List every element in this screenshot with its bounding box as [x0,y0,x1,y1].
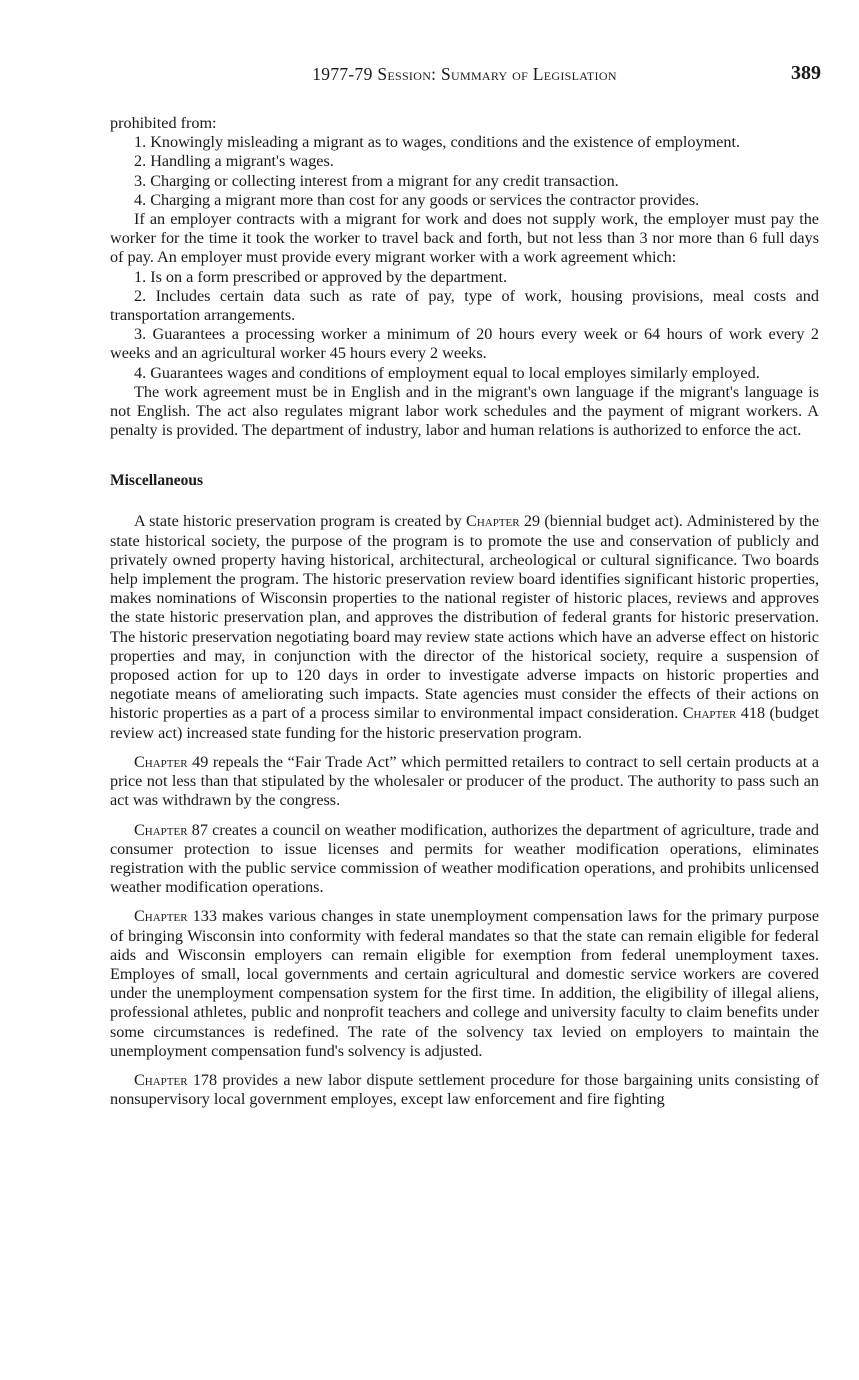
prohibition-item-3: 3. Charging or collecting interest from a migrant for any credit transaction. [134,171,619,190]
paragraph-text: provides a new labor dispute settlement procedure for those bargaining units consisting of nonsupervisory local government employes, except law enforcement and fire fighting [110,1070,820,1109]
weather-modification-paragraph [110,821,819,898]
chapter-number: 178 [192,1070,218,1089]
prohibition-item-2: 2. Handling a migrant's wages. [134,152,334,171]
prohibition-item-4: 4. Charging a migrant more than cost for any goods or services the contractor provides. [134,190,700,209]
chapter-number: 49 [192,752,209,771]
paragraph-text: creates a council on weather modification, authorizes the department of agriculture, trade and consumer protection to issue licenses and permits for weather modification operations, eliminates registration with the public service commission of weather modification operations, and prohibits unlicensed weather modification operations. [110,820,820,897]
page-number: 389 [791,62,821,84]
running-head: 1977-79 Session: Summary of Legislation [312,64,617,84]
paragraph-text: (budget review act) increased state funding for the historic preservation program. [110,704,819,742]
chapter-label: Chapter [134,752,188,771]
chapter-number: 418 [740,704,766,723]
agreement-item-4: 4. Guarantees wages and conditions of employment equal to local employes similarly employed. [134,363,760,382]
agreement-item-3: 3. Guarantees a processing worker a minimum of 20 hours every week or 64 hours of work every 2 weeks and an agricultural worker 45 hours every 2 weeks. [110,325,819,363]
chapter-label: Chapter [134,820,188,839]
closing-paragraph: The work agreement must be in English and in the migrant's own language if the migrant's language is not English. The act also regulates migrant labor work schedules and the payment of migrant workers. A penalty is provided. The department of industry, labor and human relations is authorized to enforce the act. [110,382,819,440]
agreement-item-1: 1. Is on a form prescribed or approved by the department. [134,267,508,286]
historic-preservation-paragraph [110,512,819,742]
chapter-number: 29 [523,512,541,531]
intro-lead: prohibited from: [110,114,217,132]
prohibition-item-1: 1. Knowingly misleading a migrant as to wages, conditions and the existence of employment. [134,133,741,152]
chapter-label: Chapter [134,1070,188,1089]
employer-paragraph: If an employer contracts with a migrant for work and does not supply work, the employer must pay the worker for the time it took the worker to travel back and forth, but not less than 3 nor more than 6 full days of pay. An employer must provide every migrant worker with a work agreement which: [110,210,819,267]
chapter-number: 133 [192,907,217,926]
chapter-label: Chapter [682,704,737,723]
paragraph-text: (biennial budget act). Administered by the state historical society, the purpose of the program is to promote the use and conservation of publicly and privately owned property having historical, architectural, archeological or cultural significance. Two boards help implement the program. The historic preservation review board identifies significant historic properties, makes nominations of Wisconsin properties to the national register of historic places, reviews and approves the state historic preservation plan, and approves the distribution of federal grants for historic preservation. The historic preservation negotiating board may review state actions which have an adverse effect on historic properties and may, in conjunction with the director of the historical society, require a suspension of proposed action for up to 120 days in order to investigate adverse impacts on historic properties and negotiate means of ameliorating such impacts. State agencies must consider the effects of their actions on historic properties as a part of a process similar to environmental impact consideration. [110,512,820,723]
chapter-label: Chapter [134,907,188,926]
agreement-item-2: 2. Includes certain data such as rate of pay, type of work, housing provisions, meal costs and transportation arrangements. [110,286,819,325]
paragraph-text: A state historic preservation program is created by [134,512,462,531]
labor-dispute-paragraph [110,1071,819,1109]
paragraph-text: makes various changes in state unemployment compensation laws for the primary purpose of bringing Wisconsin into conformity with federal mandates so that the state can remain eligible for federal aids and Wisconsin employers can remain eligible for exemption from federal unemployment taxes. Employes of small, local governments and certain agricultural and domestic service workers are covered under the unemployment compensation system for the first time. In addition, the eligibility of illegal aliens, professional athletes, public and nonprofit teachers and college and university faculty to claim benefits under some circumstances is redefined. The rate of the solvency tax levied on employers to maintain the unemployment compensation fund's solvency is adjusted. [110,907,820,1060]
section-heading: Miscellaneous [110,472,203,490]
page-header [110,60,819,90]
fair-trade-paragraph [110,753,819,811]
document-page [110,60,819,1109]
chapter-number: 87 [191,820,208,839]
paragraph-text: repeals the “Fair Trade Act” which permitted retailers to contract to sell certain products at a price not less than that stipulated by the wholesaler or producer of the product. The authority to pass such an act was withdrawn by the congress. [110,752,820,810]
unemployment-compensation-paragraph [110,907,819,1061]
chapter-label: Chapter [466,512,520,531]
